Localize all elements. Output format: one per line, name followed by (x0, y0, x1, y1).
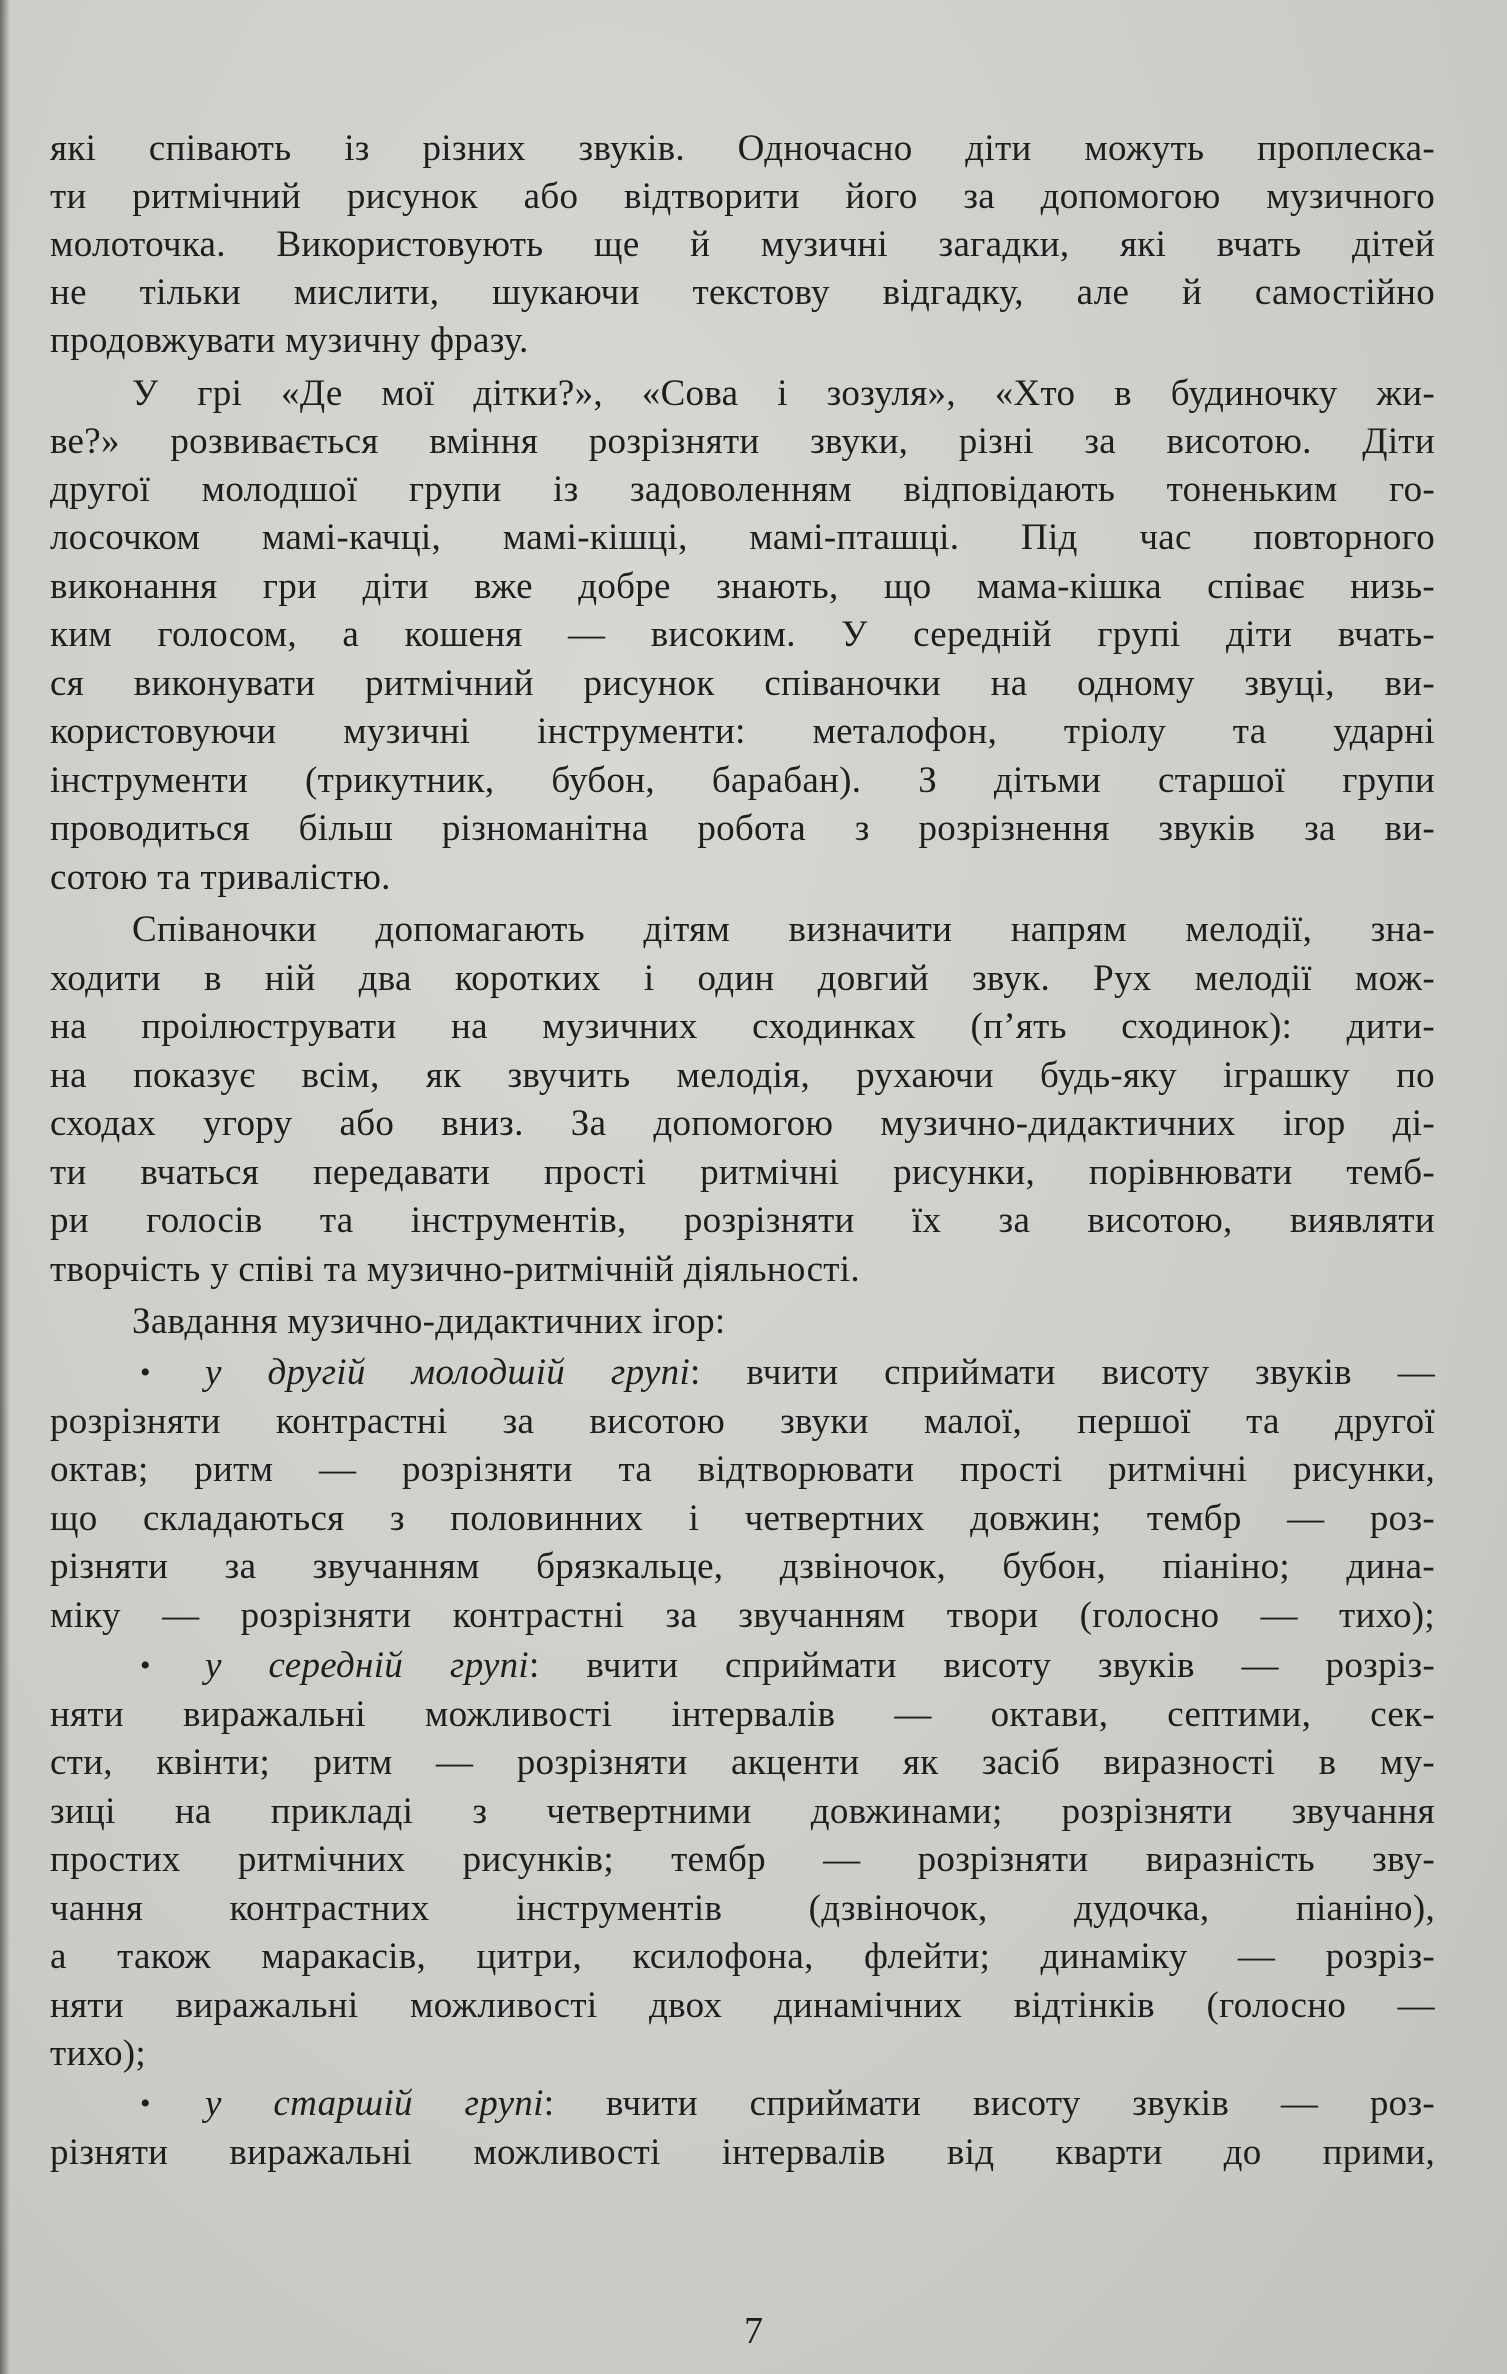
text-line: ти вчаться передавати прості ритмічні рисунки, порівнювати темб- (50, 1152, 1435, 1193)
text-line: ся виконувати ритмічний рисунок співаночки на одному звуці, ви- (50, 663, 1435, 704)
bullet-first-line (205, 2081, 1435, 2127)
text-line: зиці на прикладі з четвертними довжинами; розрізняти звучання (50, 1791, 1435, 1832)
bullet-text: : вчити сприймати висоту звуків — роз- (543, 2083, 1435, 2124)
text-line: сотою та тривалістю. (50, 857, 391, 898)
text-line: на показує всім, як звучить мелодія, рухаючи будь-яку іграшку по (50, 1055, 1435, 1096)
text-line: сходах угору або вниз. За допомогою музично-дидактичних ігор ді- (50, 1103, 1435, 1144)
text-line: інструменти (трикутник, бубон, барабан). З дітьми старшої групи (50, 760, 1435, 801)
text-line: Співаночки допомагають дітям визначити напрям мелодії, зна- (132, 909, 1435, 950)
text-line: міку — розрізняти контрастні за звучанням твори (голосно — тихо); (50, 1595, 1435, 1636)
bullet-marker: • (140, 1649, 151, 1682)
text-line: різняти виражальні можливості інтервалів від кварти до прими, (50, 2132, 1435, 2173)
text-line: ри голосів та інструментів, розрізняти їх за висотою, виявляти (50, 1200, 1435, 1241)
bullet-first-line (205, 1643, 1435, 1689)
text-line: няти виражальні можливості двох динамічних відтінків (голосно — (50, 1985, 1435, 2026)
bullet-text: : вчити сприймати висоту звуків — (690, 1352, 1435, 1393)
text-line: Завдання музично-дидактичних ігор: (132, 1301, 726, 1342)
text-line: творчість у співі та музично-ритмічній діяльності. (50, 1249, 860, 1290)
text-line: ходити в ній два коротких і один довгий звук. Рух мелодії мож- (50, 958, 1435, 999)
text-line: няти виражальні можливості інтервалів — октави, септими, сек- (50, 1694, 1435, 1735)
text-line: чання контрастних інструментів (дзвіночок, дудочка, піаніно), (50, 1888, 1435, 1929)
bullet-label: у старшій групі (205, 2083, 544, 2124)
bullet-label: у середній групі (205, 1645, 530, 1686)
bullet-marker: • (140, 1356, 151, 1389)
page-edge-shadow (0, 0, 10, 2374)
text-line: ким голосом, а кошеня — високим. У середній групі діти вчать- (50, 614, 1435, 655)
bullet-marker: • (140, 2087, 151, 2120)
text-line: різняти за звучанням брязкальце, дзвіночок, бубон, піаніно; дина- (50, 1546, 1435, 1587)
text-line: тихо); (50, 2033, 146, 2074)
text-line: лосочком мамі-качці, мамі-кішці, мамі-пташці. Під час повторного (50, 517, 1435, 558)
text-line: не тільки мислити, шукаючи текстову відгадку, але й самостійно (50, 272, 1435, 313)
text-line: проводиться більш різноманітна робота з розрізнення звуків за ви- (50, 808, 1435, 849)
text-line: другої молодшої групи із задоволенням відповідають тоненьким го- (50, 469, 1435, 510)
bullet-label: у другій молодшій групі (205, 1352, 691, 1393)
text-line: користовуючи музичні інструменти: металофон, тріолу та ударні (50, 711, 1435, 752)
text-line: ти ритмічний рисунок або відтворити його за допомогою музичного (50, 176, 1435, 217)
bullet-text: : вчити сприймати висоту звуків — розріз- (529, 1645, 1435, 1686)
text-line: розрізняти контрастні за висотою звуки малої, першої та другої (50, 1401, 1435, 1442)
text-line: які співають із різних звуків. Одночасно діти можуть проплеска- (50, 128, 1435, 169)
text-line: продовжувати музичну фразу. (50, 320, 529, 361)
text-line: сти, квінти; ритм — розрізняти акценти як засіб виразності в му- (50, 1742, 1435, 1783)
text-line: ве?» розвивається вміння розрізняти звуки, різні за висотою. Діти (50, 421, 1435, 462)
text-line: У грі «Де мої дітки?», «Сова і зозуля», «Хто в будиночку жи- (132, 373, 1435, 414)
text-line: що складаються з половинних і четвертних довжин; тембр — роз- (50, 1498, 1435, 1539)
text-line: октав; ритм — розрізняти та відтворювати прості ритмічні рисунки, (50, 1449, 1435, 1490)
bullet-first-line (205, 1350, 1435, 1396)
text-line: простих ритмічних рисунків; тембр — розрізняти виразність зву- (50, 1839, 1435, 1880)
text-line: виконання гри діти вже добре знають, що мама-кішка співає низь- (50, 566, 1435, 607)
text-line: а також маракасів, цитри, ксилофона, флейти; динаміку — розріз- (50, 1936, 1435, 1977)
text-line: молоточка. Використовують ще й музичні загадки, які вчать дітей (50, 224, 1435, 265)
page-number: 7 (744, 2310, 763, 2352)
text-line: на проілюструвати на музичних сходинках (п’ять сходинок): дити- (50, 1006, 1435, 1047)
